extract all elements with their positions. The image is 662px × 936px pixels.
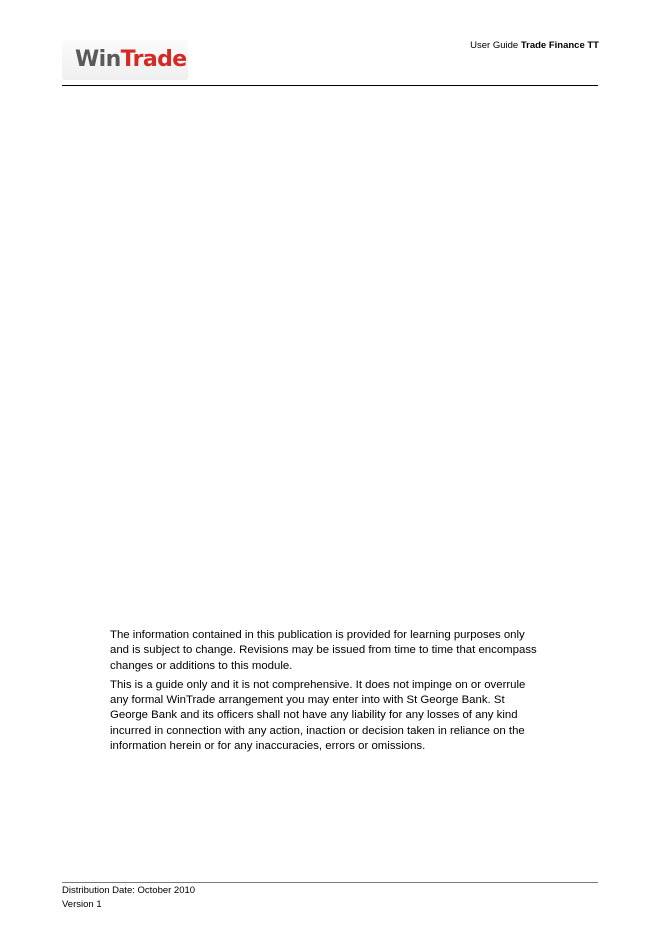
logo-wordmark [75,47,187,73]
distribution-date: Distribution Date: October 2010 [62,885,196,896]
logo-win-text: Win [75,47,121,72]
header-divider [62,85,598,86]
page-footer [62,884,195,912]
disclaimer-block [110,628,542,758]
document-header-label [470,40,599,52]
header-label-title: Trade Finance TT [520,40,599,51]
wintrade-logo [62,40,188,80]
disclaimer-paragraph: This is a guide only and it is not comprehensive. It does not impinge on or overrule any formal WinTrade arrangement you may enter into with St George Bank. St George Bank and its officers shall not have any liability for any losses of any kind incurred in connection with any action, inaction or decision taken in reliance on the information herein or for any inaccuracies, errors or omissions. [110,678,526,753]
logo-trade-text: Trade [120,47,187,72]
footer-divider [62,882,598,883]
version-label: Version 1 [62,899,102,910]
header-label-prefix: User Guide [470,40,519,51]
disclaimer-paragraph: The information contained in this publication is provided for learning purposes only and is subject to change. Revisions may be issued from time to time that encompass changes or additions to this module. [110,629,537,672]
